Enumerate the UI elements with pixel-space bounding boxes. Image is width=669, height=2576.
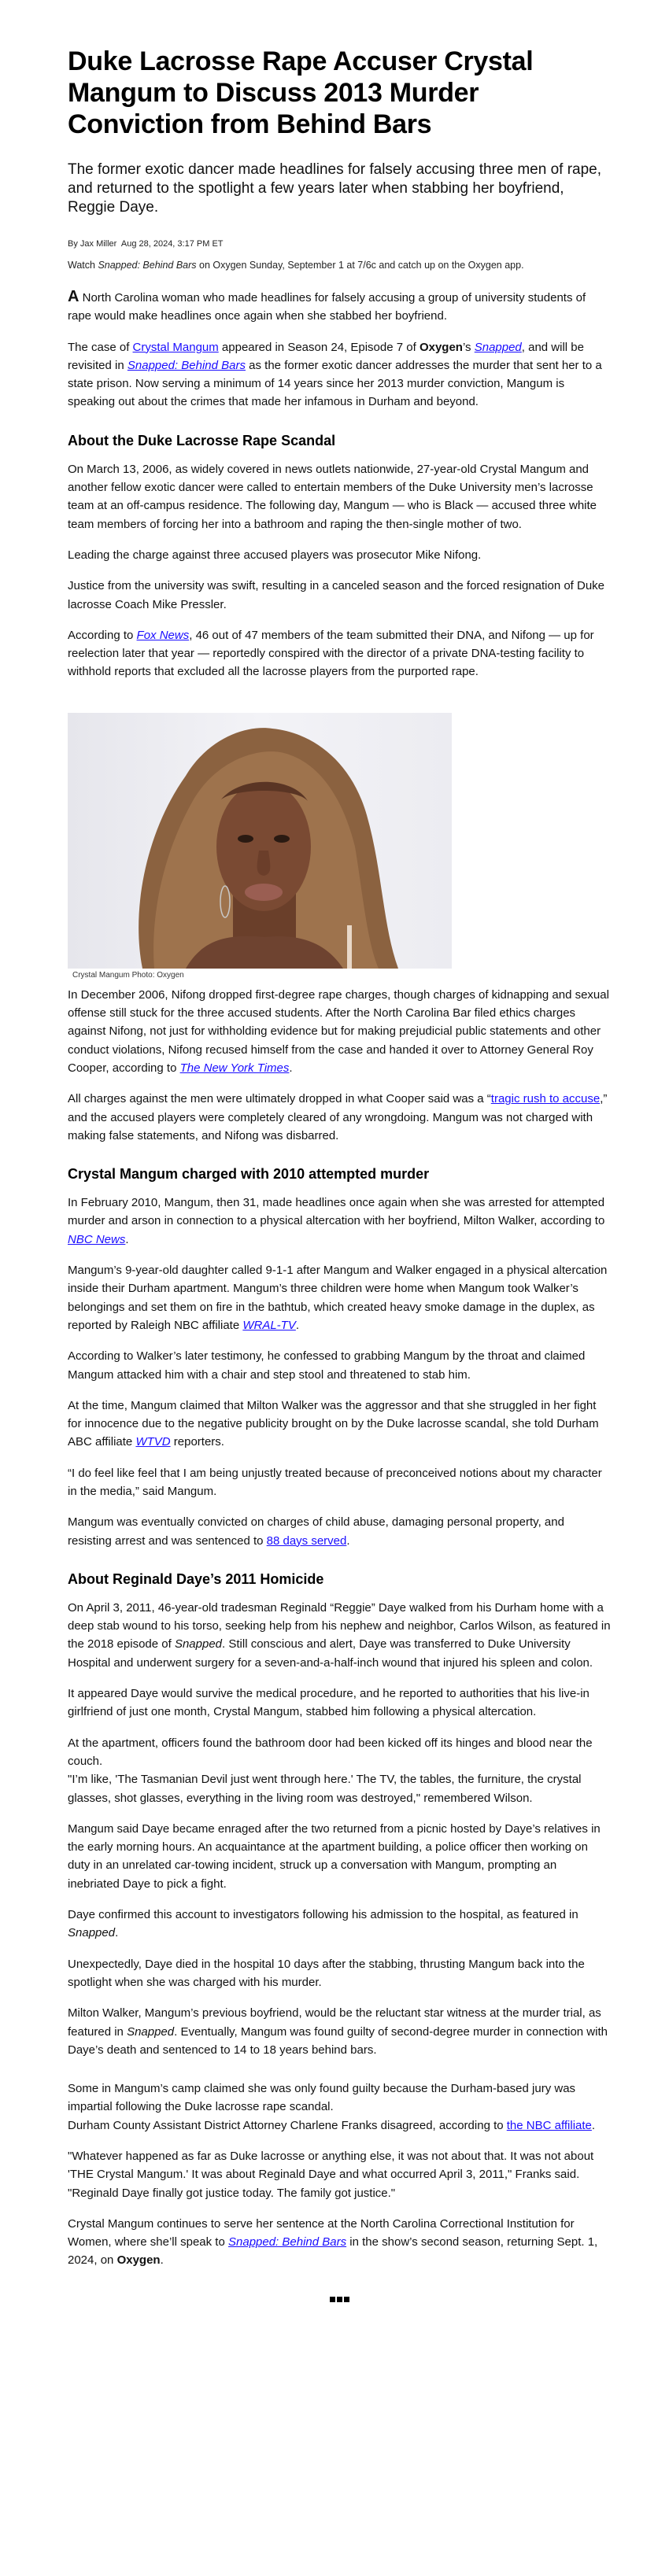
closing-paragraph: Crystal Mangum continues to serve her sentence at the North Carolina Correctional Institution for Women, where she’ll speak to Snapped: Behind Bars in the show’s second season, returning Sept. 1, 2024, on Oxygen. bbox=[68, 2216, 598, 2268]
paragraph: All charges against the men were ultimately dropped in what Cooper said was a “tragic rush to accuse,” and the accused players were completely cleared of any wrongdoing. Mangum was not charged with making false statements, and Nifong was disbarred. bbox=[68, 1092, 608, 1142]
paragraph: Mangum’s 9-year-old daughter called 9-1-1 after Mangum and Walker engaged in a physical altercation inside their Durham apartment. Mangum’s three children were home when Mangum took Walker’s belongings and set them on fire in the bathtub, which created heavy smoke damage in the duplex, as reported by Raleigh NBC affiliate WRAL-TV. bbox=[68, 1264, 608, 1332]
paragraph: At the time, Mangum claimed that Milton Walker was the aggressor and that she struggled in her fight for innocence due to the negative publicity brought on by the Duke lacrosse scandal, she told Durham ABC affiliate WTVD reporters. bbox=[68, 1398, 599, 1449]
paragraph: It appeared Daye would survive the medical procedure, and he reported to authorities that his live-in girlfriend of just one month, Crystal Mangum, stabbed him following a physical altercation. bbox=[68, 1687, 590, 1719]
paragraph: Justice from the university was swift, resulting in a canceled season and the forced resignation of Duke lacrosse Coach Mike Pressler. bbox=[68, 579, 605, 611]
section-heading-attempted-murder: Crystal Mangum charged with 2010 attempted murder bbox=[68, 1166, 430, 1183]
portrait-illustration bbox=[68, 713, 452, 969]
wtvd-link[interactable]: WTVD bbox=[135, 1435, 171, 1449]
section-heading-scandal: About the Duke Lacrosse Rape Scandal bbox=[68, 432, 336, 448]
new-york-times-link[interactable]: The New York Times bbox=[179, 1061, 290, 1075]
paragraph: Milton Walker, Mangum’s previous boyfriend, would be the reluctant star witness at the murder trial, as featured in Snapped. Eventually, Mangum was found guilty of second-degree murder in connection with Daye’s death and sentenced to 14 to 18 years behind bars. bbox=[68, 2006, 608, 2057]
timestamp: Aug 28, 2024, 3:17 PM ET bbox=[120, 239, 224, 249]
fox-news-link[interactable]: Fox News bbox=[136, 628, 190, 642]
quote-paragraph: "Whatever happened as far as Duke lacrosse or anything else, it was not about that. It was not about 'THE Crystal Mangum.' It was about Reginald Daye and what occurred April 3, 2011," Franks said. "Reginald Daye finally got justice today. The family got justice." bbox=[68, 2150, 594, 2200]
crystal-mangum-link[interactable]: Crystal Mangum bbox=[132, 340, 219, 354]
nbc-news-link[interactable]: NBC News bbox=[68, 1232, 126, 1246]
crystal-mangum-photo bbox=[68, 713, 452, 969]
byline bbox=[68, 239, 611, 249]
paragraph: Durham County Assistant District Attorney Charlene Franks disagreed, according to the NBC affiliate. bbox=[68, 2118, 596, 2132]
paragraph: Some in Mangum’s camp claimed she was only found guilty because the Durham-based jury was impartial following the Duke lacrosse rape scandal. bbox=[68, 2082, 576, 2114]
author: By Jax Miller bbox=[68, 239, 117, 249]
quote-paragraph: "I’m like, 'The Tasmanian Devil just went through here.' The TV, the tables, the furniture, the crystal glasses, shot glasses, everything in the living room was destroyed," remembered Wilson. bbox=[68, 1773, 582, 1805]
paragraph: According to Fox News, 46 out of 47 members of the team submitted their DNA, and Nifong — up for reelection later that year — reportedly conspired with the director of a private DNA-testing facility to withhold reports that excluded all the lacrosse players from the purported rape. bbox=[68, 628, 594, 679]
tragic-rush-to-accuse-link[interactable]: tragic rush to accuse bbox=[490, 1092, 601, 1106]
paragraph: According to Walker’s later testimony, he confessed to grabbing Mangum by the throat and claimed Mangum attacked him with a chair and step stool and threatened to stab him. bbox=[68, 1349, 586, 1382]
end-mark-icon bbox=[68, 2292, 611, 2306]
snapped-behind-bars-link[interactable]: Snapped: Behind Bars bbox=[127, 358, 246, 372]
intro-paragraph: A North Carolina woman who made headlines for falsely accusing a group of university students of rape would make headlines once again when she stabbed her boyfriend. bbox=[68, 288, 586, 323]
show-name: Snapped: Behind Bars bbox=[98, 260, 197, 271]
paragraph: In February 2010, Mangum, then 31, made headlines once again when she was arrested for attempted murder and arson in connection to a physical altercation with her boyfriend, Milton Walker, according to NBC News. bbox=[68, 1196, 605, 1246]
paragraph: Mangum said Daye became enraged after the two returned from a picnic hosted by Daye’s relatives in the early morning hours. An acquaintance at the apartment building, a police officer then working on duty in an unrelated car-towing incident, struck up a conversation with Mangum, prompting an inebriated Daye to pick a fight. bbox=[68, 1821, 601, 1891]
nbc-affiliate-link[interactable]: the NBC affiliate bbox=[506, 2118, 592, 2132]
paragraph: Daye confirmed this account to investigators following his admission to the hospital, as featured in Snapped. bbox=[68, 1908, 578, 1940]
paragraph: In December 2006, Nifong dropped first-degree rape charges, though charges of kidnapping and sexual offense still stuck for the three accused students. After the North Carolina Bar filed ethics charges against Nifong, not just for withholding evidence but for making prejudicial public statements and other conduct violations, Nifong recused himself from the case and handed it over to Attorney General Roy Cooper, according to The New York Times. bbox=[68, 987, 609, 1075]
section-heading-homicide: About Reginald Daye’s 2011 Homicide bbox=[68, 1570, 324, 1587]
headline: Duke Lacrosse Rape Accuser Crystal Mangum to Discuss 2013 Murder Conviction from Behind Bars bbox=[68, 46, 534, 139]
dek: The former exotic dancer made headlines for falsely accusing three men of rape, and returned to the spotlight a few years later when stabbing her boyfriend, Reggie Daye. bbox=[68, 161, 602, 216]
article-body bbox=[68, 288, 611, 2306]
snapped-behind-bars-link[interactable]: Snapped: Behind Bars bbox=[228, 2235, 347, 2249]
wral-tv-link[interactable]: WRAL-TV bbox=[242, 1318, 296, 1332]
paragraph: Leading the charge against three accused players was prosecutor Mike Nifong. bbox=[68, 548, 482, 562]
snapped-link[interactable]: Snapped bbox=[474, 340, 522, 354]
drop-cap: A bbox=[68, 288, 79, 305]
photo-figure bbox=[68, 713, 452, 980]
quote-paragraph: “I do feel like feel that I am being unjustly treated because of preconceived notions about my character in the media,” said Mangum. bbox=[68, 1466, 602, 1498]
article bbox=[68, 0, 611, 2306]
watch-promo: Watch Snapped: Behind Bars on Oxygen Sunday, September 1 at 7/6c and catch up on the Oxygen app. bbox=[68, 260, 524, 271]
paragraph: Mangum was eventually convicted on charges of child abuse, damaging personal property, and resisting arrest and was sentenced to 88 days served. bbox=[68, 1515, 564, 1548]
88-days-served-link[interactable]: 88 days served bbox=[266, 1533, 347, 1548]
paragraph: On March 13, 2006, as widely covered in news outlets nationwide, 27-year-old Crystal Mangum and another fellow exotic dancer were called to entertain members of the Duke University men’s lacrosse team at an off-campus residence. The following day, Mangum — who is Black — accused three white team members of forcing her into a bathroom and raping the then-single mother of two. bbox=[68, 462, 597, 531]
paragraph: Unexpectedly, Daye died in the hospital 10 days after the stabbing, thrusting Mangum back into the spotlight when she was charged with his murder. bbox=[68, 1957, 585, 1989]
paragraph: On April 3, 2011, 46-year-old tradesman Reginald “Reggie” Daye walked from his Durham home with a deep stab wound to his torso, seeking help from his nephew and neighbor, Carlos Wilson, as featured in the 2018 episode of Snapped. Still conscious and alert, Daye was transferred to Duke University Hospital and underwent surgery for a seven-and-a-half-inch wound that injured his spleen and colon. bbox=[68, 1600, 611, 1670]
photo-caption: Crystal Mangum Photo: Oxygen bbox=[72, 970, 184, 980]
case-paragraph: The case of Crystal Mangum appeared in Season 24, Episode 7 of Oxygen’s Snapped, and will be revisited in Snapped: Behind Bars as the former exotic dancer addresses the murder that sent her to a state prison. Now serving a minimum of 14 years since her 2013 murder conviction, Mangum is speaking out about the crimes that made her infamous in Durham and beyond. bbox=[68, 340, 602, 409]
paragraph: At the apartment, officers found the bathroom door had been kicked off its hinges and blood near the couch. bbox=[68, 1736, 593, 1768]
